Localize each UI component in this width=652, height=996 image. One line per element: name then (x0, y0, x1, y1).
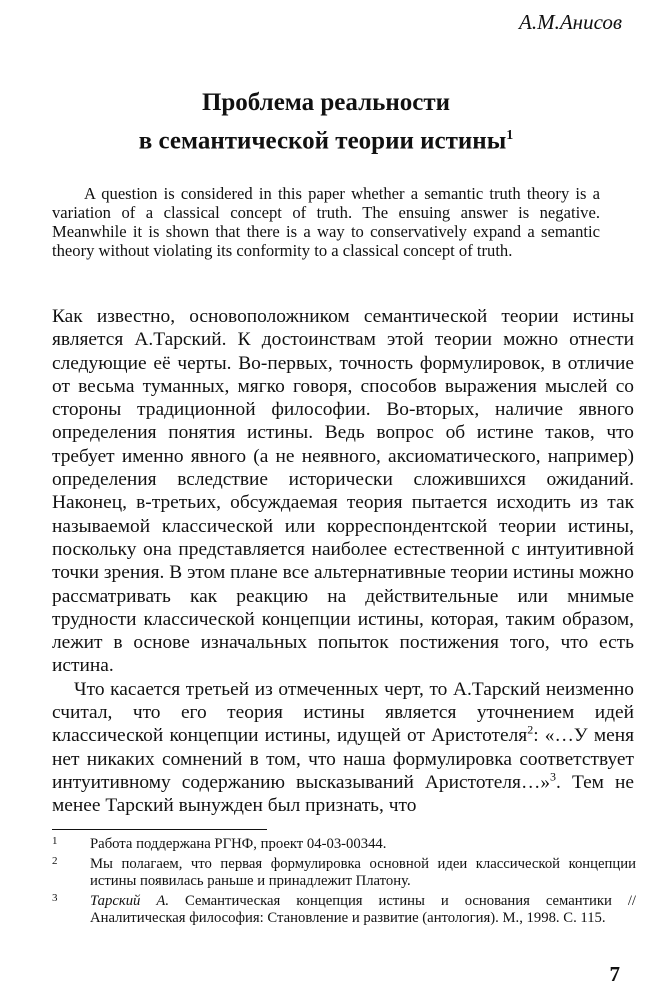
paragraph-2-part-1: Что касается третьей из отмеченных черт, то А.Тарский неизменно считал, что его теория истины является уточнением идей классической концепции истины, идущей от Аристотеля (52, 678, 634, 747)
title-line-1: Проблема реальности (201, 89, 451, 116)
article-title (0, 86, 652, 157)
paragraph-1: Как известно, основоположником семантической теории истины является А.Тарский. К достоинствам этой теории можно отнести следующие её черты. Во-первых, точность формулировок, в отличие от весьма туманных, мягко говоря, способов выражения мыслей со стороны традиционной философии. Во-вторых, наличие явного определения понятия истины. Ведь вопрос об истине таков, что требует именно явного (а не неявного, аксиоматического, например) определения вследствие исторически сложившихся ожиданий. Наконец, в-третьих, обсуждаемая теория пытается исходить из так называемой классической или корреспондентской теории истины, поскольку она представляется наиболее естественной с интуитивной точки зрения. В этом плане все альтернативные теории истины можно рассматривать как реакцию на действительные или мнимые трудности классической концепции истины, которая, таким образом, лежит в основе изначальных попыток постижения того, что есть истина. (52, 306, 634, 677)
footnote-text: Мы полагаем, что первая формулировка основной идеи классической концепции истины появилась раньше и принадлежит Платону. (90, 856, 636, 889)
footnote-text: Работа поддержана РГНФ, проект 04-03-00344. (90, 836, 387, 852)
footnotes (52, 836, 636, 930)
body-text (52, 305, 634, 818)
footnote-1 (52, 836, 636, 853)
footnote-number: 1 (52, 835, 58, 847)
title-footnote-mark: 1 (506, 128, 514, 143)
footnote-author: Тарский А. (90, 893, 170, 909)
footnote-text: Семантическая концепция истины и основания семантики // Аналитическая философия: Становление и развитие (антология). М., 1998. С. 115. (90, 893, 637, 926)
abstract: A question is considered in this paper whether a semantic truth theory is a variation of a classical concept of truth. The ensuing answer is negative. Meanwhile it is shown that there is a way to conservatively expand a semantic theory without violating its conformity to a classical concept of truth. (52, 184, 600, 260)
paragraph-2-part-2: : «…У меня нет никаких сомнений в том, что наша формулировка соответствует интуитивному содержанию высказываний Аристотеля…» (52, 725, 634, 793)
running-head: А.М.Анисов (519, 10, 622, 34)
footnote-3 (52, 893, 636, 927)
footnote-2 (52, 856, 636, 890)
title-line-2-text: в семантической теории истины (138, 127, 507, 155)
footnote-ref-2: 2 (527, 722, 534, 737)
page-number: 7 (609, 962, 620, 986)
footnote-number: 2 (52, 855, 58, 867)
footnote-ref-3: 3 (550, 769, 557, 784)
paragraph-2 (52, 678, 634, 818)
title-line-2 (0, 119, 652, 157)
footnote-rule (52, 829, 267, 830)
footnote-number: 3 (52, 892, 58, 904)
paragraph-2-part-3: . Тем не менее Тарский вынужден был признать, что (52, 771, 634, 817)
